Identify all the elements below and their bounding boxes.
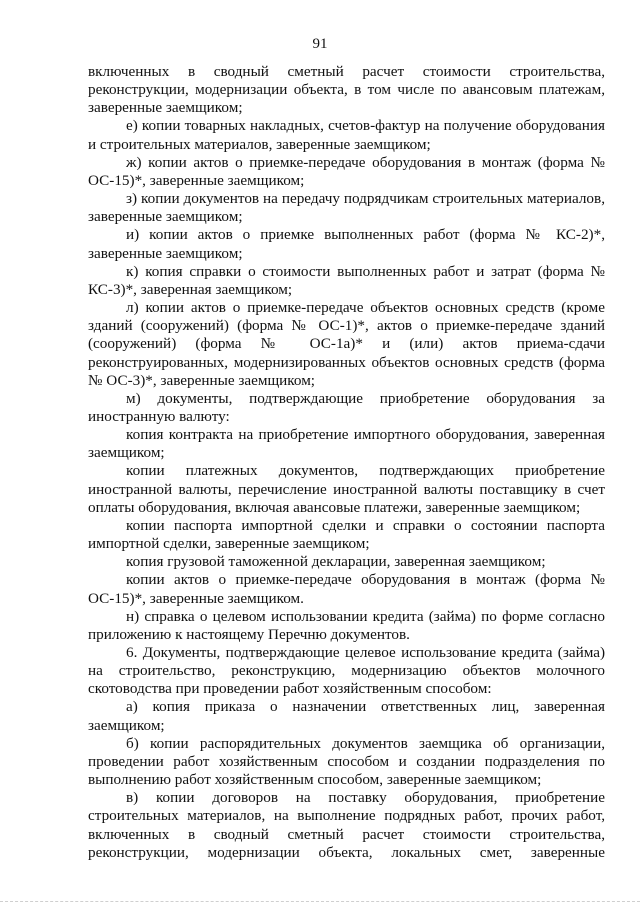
- paragraph-customs-declaration: копия грузовой таможенной декларации, заверенная заемщиком;: [126, 553, 546, 571]
- page-number: 91: [312, 36, 328, 52]
- paragraph-item-n: н) справка о целевом использовании кредита (займа) по форме согласно приложению к настоящему Перечню документов.: [88, 607, 605, 643]
- paragraph-item-k: к) копия справки о стоимости выполненных работ и затрат (форма № КС-3)*, заверенная заемщиком;: [88, 262, 605, 298]
- paragraph-contract-copy: копия контракта на приобретение импортного оборудования, заверенная заемщиком;: [88, 426, 605, 462]
- paragraph-item-b: б) копии распорядительных документов заемщика об организации, проведении работ хозяйственным способом и создании подразделения по выполнению работ хозяйственным способом, заверенные заемщиком;: [88, 734, 605, 789]
- paragraph-transfer-acts: копии актов о приемке-передаче оборудования в монтаж (форма № ОС-15)*, заверенные заемщиком.: [88, 571, 605, 607]
- document-body: [88, 63, 605, 862]
- paragraph-item-m: м) документы, подтверждающие приобретение оборудования за иностранную валюту:: [88, 389, 605, 425]
- paragraph-item-z: з) копии документов на передачу подрядчикам строительных материалов, заверенные заемщиком;: [88, 190, 605, 226]
- paragraph-item-v: в) копии договоров на поставку оборудования, приобретение строительных материалов, на выполнение подрядных работ, прочих работ, включенных в сводный сметный расчет стоимости строительства, реконструкции, модернизации объекта, локальных смет, заверенные: [88, 789, 605, 861]
- paragraph-import-passport: копии паспорта импортной сделки и справки о состоянии паспорта импортной сделки, заверенные заемщиком;: [88, 516, 605, 553]
- paragraph-item-a: а) копия приказа о назначении ответственных лиц, заверенная заемщиком;: [88, 698, 605, 734]
- paragraph-item-l: л) копии актов о приемке-передаче объектов основных средств (кроме зданий (сооружений) (форма № ОС-1)*, актов о приемке-передаче зданий (сооружений) (форма № ОС-1а)* и (или) актов приема-сдачи реконструированных, модернизированных объектов основных средств (форма № ОС-3)*, заверенные заемщиком;: [88, 299, 605, 389]
- paragraph-continuation: включенных в сводный сметный расчет стоимости строительства, реконструкции, модернизации объекта, в том числе по авансовым платежам, заверенные заемщиком;: [88, 63, 605, 117]
- paragraph-item-i: и) копии актов о приемке выполненных работ (форма № КС-2)*, заверенные заемщиком;: [88, 226, 605, 262]
- paragraph-item-zh: ж) копии актов о приемке-передаче оборудования в монтаж (форма № ОС-15)*, заверенные заемщиком;: [88, 153, 605, 189]
- paragraph-section-6: 6. Документы, подтверждающие целевое использование кредита (займа) на строительство, реконструкцию, модернизацию объектов молочного скотоводства при проведении работ хозяйственным способом:: [88, 644, 605, 698]
- paragraph-item-e: е) копии товарных накладных, счетов-фактур на получение оборудования и строительных материалов, заверенные заемщиком;: [88, 117, 605, 153]
- paragraph-payment-docs: копии платежных документов, подтверждающих приобретение иностранной валюты, перечисление иностранной валюты поставщику в счет оплаты оборудования, включая авансовые платежи, заверенные заемщиком;: [88, 462, 605, 516]
- page-bottom-edge: [0, 901, 640, 905]
